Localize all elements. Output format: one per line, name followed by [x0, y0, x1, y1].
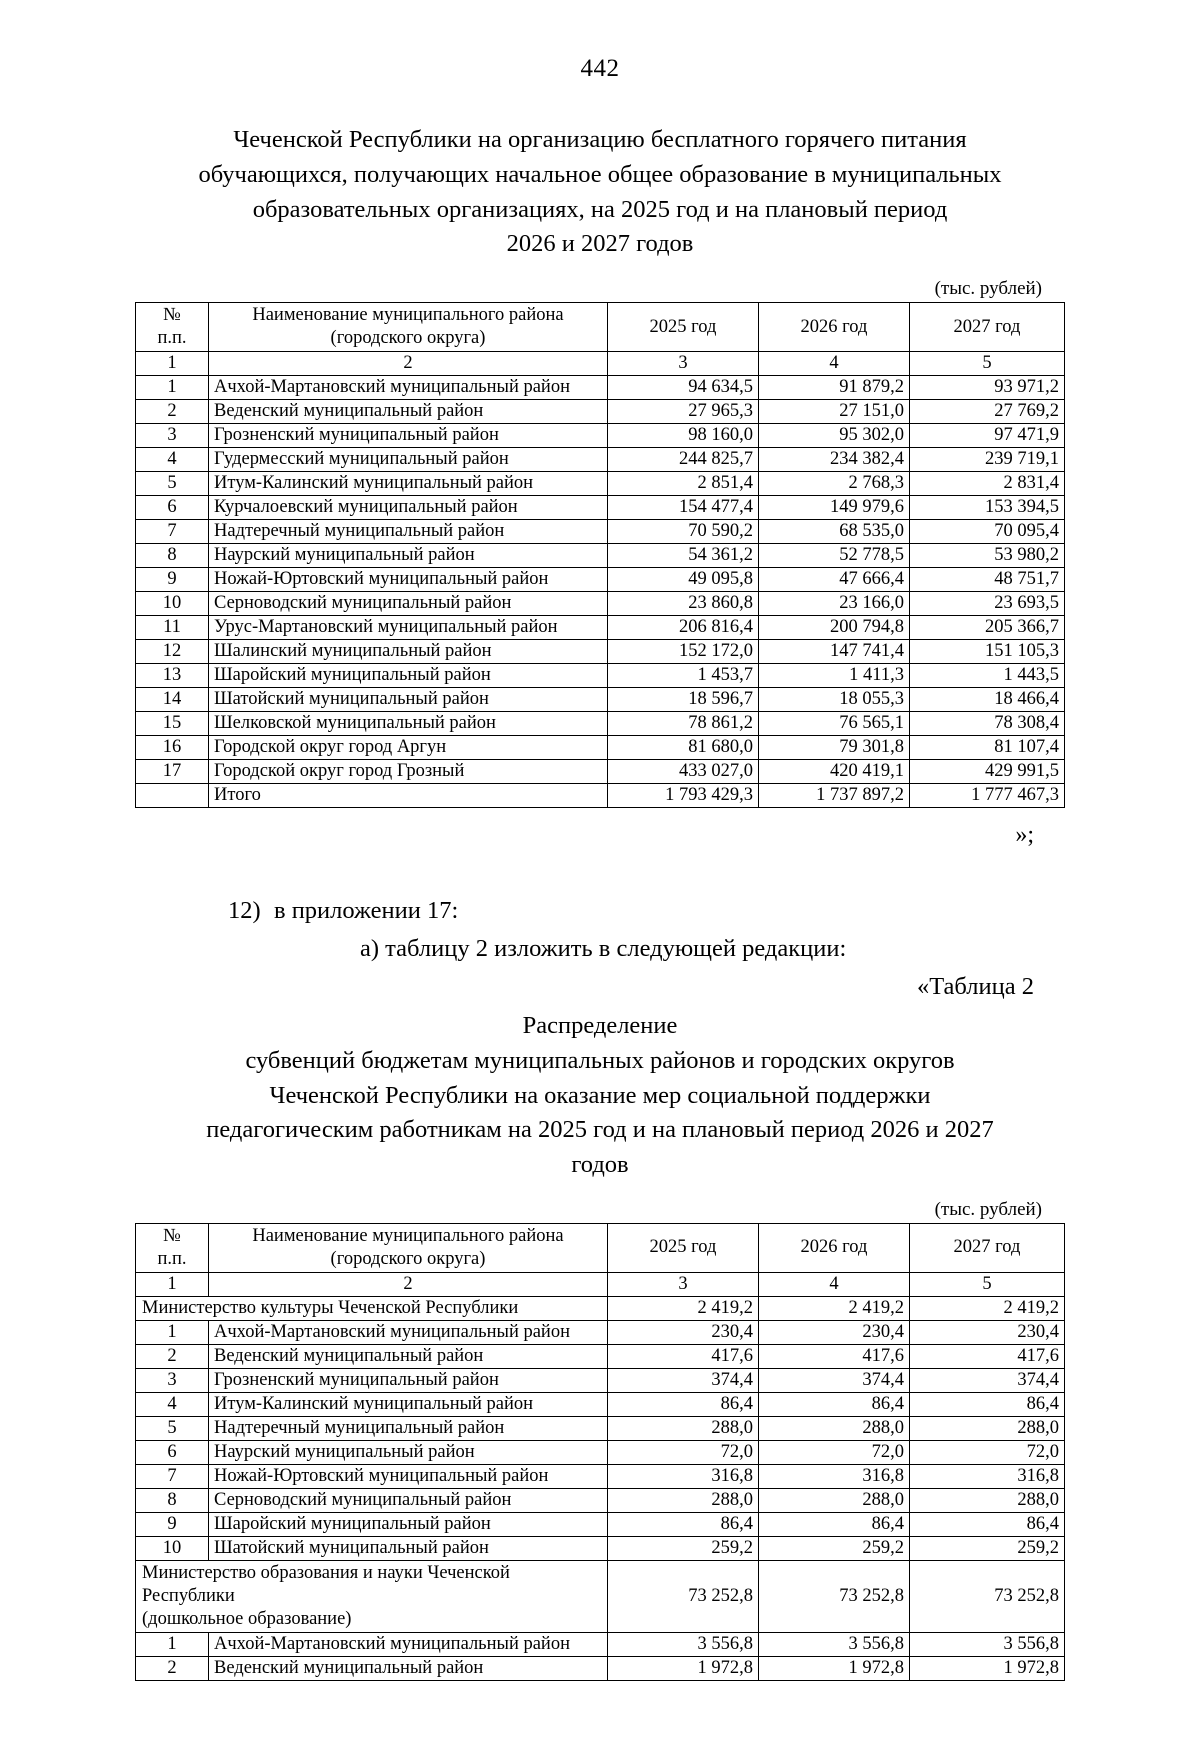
table2-row0-name: Министерство культуры Чеченской Республики: [136, 1296, 608, 1320]
table2-colnum-2: 2: [209, 1272, 608, 1296]
table1-row15-y2: 79 301,8: [759, 736, 910, 760]
heading2-line-5: годов: [571, 1151, 629, 1179]
table2-header-name-line2: (городского округа): [330, 1248, 486, 1269]
table2-row7-y3: 316,8: [910, 1464, 1065, 1488]
table2-row2-name: Веденский муниципальный район: [209, 1344, 608, 1368]
table-row: [136, 544, 1065, 568]
table2-row10-y2: 259,2: [759, 1536, 910, 1560]
table1-row6-num: 7: [136, 520, 209, 544]
table1-colnum-5: 5: [910, 352, 1065, 376]
table1-row1-y2: 27 151,0: [759, 400, 910, 424]
paragraph-12-text: в приложении 17:: [274, 897, 459, 924]
table2-row4-y3: 86,4: [910, 1392, 1065, 1416]
table1-row0-y2: 91 879,2: [759, 376, 910, 400]
table1-total-y2: 1 737 897,2: [759, 784, 910, 808]
table-row: [136, 616, 1065, 640]
table2-row8-y3: 288,0: [910, 1488, 1065, 1512]
table1-distribution-school-meals: [135, 302, 1065, 808]
table2-row3-y3: 374,4: [910, 1368, 1065, 1392]
heading2-line-2: субвенций бюджетам муниципальных районов и городских округов: [245, 1046, 955, 1074]
table1-header-year-2025: 2025 год: [608, 303, 759, 352]
table-row: [136, 1488, 1065, 1512]
table2-row9-y1: 86,4: [608, 1512, 759, 1536]
table2-header-row: [136, 1223, 1065, 1272]
table2-row9-name: Шаройский муниципальный район: [209, 1512, 608, 1536]
table1-row13-y2: 18 055,3: [759, 688, 910, 712]
table2-row4-y1: 86,4: [608, 1392, 759, 1416]
table2-row11-name: Министерство образования и науки Чеченской Республики: [142, 1562, 510, 1606]
table2-row11-y1: 73 252,8: [608, 1560, 759, 1632]
table1-row8-name: Ножай-Юртовский муниципальный район: [209, 568, 608, 592]
document-page: [0, 55, 1200, 1752]
table1-row7-name: Наурский муниципальный район: [209, 544, 608, 568]
heading-table1: [0, 123, 1200, 262]
table1-row5-y1: 154 477,4: [608, 496, 759, 520]
table2-colnum-5: 5: [910, 1272, 1065, 1296]
table1-row15-num: 16: [136, 736, 209, 760]
table1-row9-y1: 23 860,8: [608, 592, 759, 616]
table2-header-year-2025: 2025 год: [608, 1223, 759, 1272]
table1-total-y3: 1 777 467,3: [910, 784, 1065, 808]
table1-header-name: [209, 303, 608, 352]
table1-row15-name: Городской округ город Аргун: [209, 736, 608, 760]
table1-row3-y3: 239 719,1: [910, 448, 1065, 472]
table-row: [136, 376, 1065, 400]
table2-row12-y1: 3 556,8: [608, 1632, 759, 1656]
table2-row10-y1: 259,2: [608, 1536, 759, 1560]
table-row: [136, 1536, 1065, 1560]
table1-row5-num: 6: [136, 496, 209, 520]
table1-row10-y1: 206 816,4: [608, 616, 759, 640]
table2-header-name-line1: Наименование муниципального района: [252, 1225, 564, 1246]
table-row: [136, 736, 1065, 760]
table1-row11-y1: 152 172,0: [608, 640, 759, 664]
table1-row16-y2: 420 419,1: [759, 760, 910, 784]
table1-row10-name: Урус-Мартановский муниципальный район: [209, 616, 608, 640]
table-row: [136, 520, 1065, 544]
table-row: [136, 592, 1065, 616]
table2-header-name: [209, 1223, 608, 1272]
table1-row4-num: 5: [136, 472, 209, 496]
paragraph-12-index: 12): [228, 897, 261, 924]
table1-colnum-3: 3: [608, 352, 759, 376]
table1-row5-y3: 153 394,5: [910, 496, 1065, 520]
table-row: [136, 1344, 1065, 1368]
table-row: [136, 568, 1065, 592]
table2-row8-y1: 288,0: [608, 1488, 759, 1512]
table1-row7-y1: 54 361,2: [608, 544, 759, 568]
table1-row2-y3: 97 471,9: [910, 424, 1065, 448]
table1-row5-name: Курчалоевский муниципальный район: [209, 496, 608, 520]
table1-row9-num: 10: [136, 592, 209, 616]
table2-row10-y3: 259,2: [910, 1536, 1065, 1560]
table1-row14-y1: 78 861,2: [608, 712, 759, 736]
table1-row0-num: 1: [136, 376, 209, 400]
table2-row4-y2: 86,4: [759, 1392, 910, 1416]
table2-header-num-line1: №: [163, 1225, 181, 1246]
table2-row10-num: 10: [136, 1536, 209, 1560]
heading1-line-4: 2026 и 2027 годов: [506, 230, 694, 258]
table2-row13-num: 2: [136, 1656, 209, 1680]
table2-row6-num: 6: [136, 1440, 209, 1464]
table1-column-number-row: [136, 352, 1065, 376]
table1-header-year-2026: 2026 год: [759, 303, 910, 352]
table2-row12-y3: 3 556,8: [910, 1632, 1065, 1656]
table1-row11-y2: 147 741,4: [759, 640, 910, 664]
table-row: [136, 496, 1065, 520]
table2-header-year-2027: 2027 год: [910, 1223, 1065, 1272]
table2-row1-num: 1: [136, 1320, 209, 1344]
table1-row4-y1: 2 851,4: [608, 472, 759, 496]
table2-row0-y1: 2 419,2: [608, 1296, 759, 1320]
table1-header-name-line1: Наименование муниципального района: [252, 305, 564, 326]
table1-total-y1: 1 793 429,3: [608, 784, 759, 808]
table2-row2-y1: 417,6: [608, 1344, 759, 1368]
table2-colnum-4: 4: [759, 1272, 910, 1296]
table1-row9-y2: 23 166,0: [759, 592, 910, 616]
table-row: [136, 1368, 1065, 1392]
table2-row1-y2: 230,4: [759, 1320, 910, 1344]
table2-row6-y1: 72,0: [608, 1440, 759, 1464]
table1-row8-y2: 47 666,4: [759, 568, 910, 592]
table1-row6-name: Надтеречный муниципальный район: [209, 520, 608, 544]
table1-colnum-4: 4: [759, 352, 910, 376]
table2-row13-name: Веденский муниципальный район: [209, 1656, 608, 1680]
table-row: [136, 1656, 1065, 1680]
heading2-line-3: Чеченской Республики на оказание мер социальной поддержки: [269, 1081, 931, 1109]
table2-row5-y2: 288,0: [759, 1416, 910, 1440]
table2-row11-name-block: [136, 1560, 608, 1632]
table2-row2-num: 2: [136, 1344, 209, 1368]
table-row: [136, 1512, 1065, 1536]
table-row: [136, 640, 1065, 664]
table-row: [136, 448, 1065, 472]
table1-row10-num: 11: [136, 616, 209, 640]
table1-row6-y3: 70 095,4: [910, 520, 1065, 544]
heading1-line-3: образовательных организациях, на 2025 год и на плановый период: [252, 195, 948, 223]
table1-row0-y1: 94 634,5: [608, 376, 759, 400]
table2-row13-y1: 1 972,8: [608, 1656, 759, 1680]
table2-row8-num: 8: [136, 1488, 209, 1512]
table2-row3-y2: 374,4: [759, 1368, 910, 1392]
table2-row9-num: 9: [136, 1512, 209, 1536]
table2-row2-y3: 417,6: [910, 1344, 1065, 1368]
table2-row9-y3: 86,4: [910, 1512, 1065, 1536]
table2-row1-y3: 230,4: [910, 1320, 1065, 1344]
table-row: [136, 1440, 1065, 1464]
table1-row14-y3: 78 308,4: [910, 712, 1065, 736]
paragraph-12: [0, 897, 1200, 925]
table2-row7-y2: 316,8: [759, 1464, 910, 1488]
table2-row0-y3: 2 419,2: [910, 1296, 1065, 1320]
table1-row13-y1: 18 596,7: [608, 688, 759, 712]
table1-row11-name: Шалинский муниципальный район: [209, 640, 608, 664]
table2-row2-y2: 417,6: [759, 1344, 910, 1368]
heading-table2: [0, 1009, 1200, 1183]
paragraph-a: а) таблицу 2 изложить в следующей редакции:: [360, 935, 847, 962]
table-row: [136, 1416, 1065, 1440]
table1-row1-name: Веденский муниципальный район: [209, 400, 608, 424]
table2-body: [136, 1223, 1065, 1680]
table1-header-num-line2: п.п.: [157, 328, 187, 349]
heading2-line-4: педагогическим работникам на 2025 год и на плановый период 2026 и 2027: [206, 1116, 994, 1144]
table1-row16-y3: 429 991,5: [910, 760, 1065, 784]
table1-row16-name: Городской округ город Грозный: [209, 760, 608, 784]
table2-row13-y2: 1 972,8: [759, 1656, 910, 1680]
table-row: [136, 1632, 1065, 1656]
table-row: [136, 424, 1065, 448]
table1-row11-y3: 151 105,3: [910, 640, 1065, 664]
table1-row6-y1: 70 590,2: [608, 520, 759, 544]
table1-row3-y1: 244 825,7: [608, 448, 759, 472]
table1-header-row: [136, 303, 1065, 352]
table-row: [136, 1464, 1065, 1488]
table1-total-num: [136, 784, 209, 808]
table2-column-number-row: [136, 1272, 1065, 1296]
table1-row14-num: 15: [136, 712, 209, 736]
page-number: 442: [580, 55, 620, 82]
table1-row8-num: 9: [136, 568, 209, 592]
table-row: [136, 688, 1065, 712]
table2-row13-y3: 1 972,8: [910, 1656, 1065, 1680]
table1-row1-y3: 27 769,2: [910, 400, 1065, 424]
table2-row5-num: 5: [136, 1416, 209, 1440]
table1-row9-name: Серноводский муниципальный район: [209, 592, 608, 616]
table2-row12-y2: 3 556,8: [759, 1632, 910, 1656]
table1-row2-y1: 98 160,0: [608, 424, 759, 448]
table2-row12-num: 1: [136, 1632, 209, 1656]
table1-row7-y3: 53 980,2: [910, 544, 1065, 568]
table1-row3-name: Гудермесский муниципальный район: [209, 448, 608, 472]
table2-row3-name: Грозненский муниципальный район: [209, 1368, 608, 1392]
table2-row11-y2: 73 252,8: [759, 1560, 910, 1632]
table2-row1-y1: 230,4: [608, 1320, 759, 1344]
table1-row8-y1: 49 095,8: [608, 568, 759, 592]
closing-quote-mark: »;: [1015, 822, 1034, 848]
table1-row6-y2: 68 535,0: [759, 520, 910, 544]
table1-row16-y1: 433 027,0: [608, 760, 759, 784]
table2-row0-y2: 2 419,2: [759, 1296, 910, 1320]
table-row: [136, 472, 1065, 496]
table1-colnum-2: 2: [209, 352, 608, 376]
table-row-group: [136, 1560, 1065, 1632]
table1-colnum-1: 1: [136, 352, 209, 376]
table2-units-note: (тыс. рублей): [934, 1198, 1042, 1220]
table2-header-num: [136, 1223, 209, 1272]
table1-header-num-line1: №: [163, 305, 181, 326]
table2-row4-name: Итум-Калинский муниципальный район: [209, 1392, 608, 1416]
table2-row3-num: 3: [136, 1368, 209, 1392]
table1-header-num: [136, 303, 209, 352]
table1-header-name-line2: (городского округа): [330, 328, 486, 349]
table2-row5-y1: 288,0: [608, 1416, 759, 1440]
table2-row11-name2: (дошкольное образование): [142, 1608, 352, 1629]
table1-row7-num: 8: [136, 544, 209, 568]
table1-row10-y2: 200 794,8: [759, 616, 910, 640]
table1-body: [136, 303, 1065, 808]
table1-row4-name: Итум-Калинский муниципальный район: [209, 472, 608, 496]
table2-row8-y2: 288,0: [759, 1488, 910, 1512]
table2-row7-y1: 316,8: [608, 1464, 759, 1488]
table1-total-label: Итого: [209, 784, 608, 808]
table1-row13-num: 14: [136, 688, 209, 712]
table1-row2-num: 3: [136, 424, 209, 448]
heading1-line-1: Чеченской Республики на организацию бесплатного горячего питания: [233, 126, 967, 153]
table2-row7-name: Ножай-Юртовский муниципальный район: [209, 1464, 608, 1488]
table-row: [136, 1320, 1065, 1344]
table1-row7-y2: 52 778,5: [759, 544, 910, 568]
table1-row3-y2: 234 382,4: [759, 448, 910, 472]
table1-units-note: (тыс. рублей): [934, 278, 1042, 300]
table2-header-num-line2: п.п.: [157, 1248, 187, 1269]
table2-row11-y3: 73 252,8: [910, 1560, 1065, 1632]
table1-row12-y1: 1 453,7: [608, 664, 759, 688]
table2-colnum-3: 3: [608, 1272, 759, 1296]
table1-row2-y2: 95 302,0: [759, 424, 910, 448]
table1-row16-num: 17: [136, 760, 209, 784]
table1-row12-num: 13: [136, 664, 209, 688]
table1-row11-num: 12: [136, 640, 209, 664]
table1-row10-y3: 205 366,7: [910, 616, 1065, 640]
table1-row1-num: 2: [136, 400, 209, 424]
table2-row7-num: 7: [136, 1464, 209, 1488]
table1-row4-y2: 2 768,3: [759, 472, 910, 496]
table-row: [136, 664, 1065, 688]
table2-colnum-1: 1: [136, 1272, 209, 1296]
table1-row1-y1: 27 965,3: [608, 400, 759, 424]
table1-row12-y3: 1 443,5: [910, 664, 1065, 688]
table1-header-year-2027: 2027 год: [910, 303, 1065, 352]
table1-row12-name: Шаройский муниципальный район: [209, 664, 608, 688]
table2-row4-num: 4: [136, 1392, 209, 1416]
table2-row5-name: Надтеречный муниципальный район: [209, 1416, 608, 1440]
table2-row6-name: Наурский муниципальный район: [209, 1440, 608, 1464]
table2-label: «Таблица 2: [916, 973, 1034, 1000]
table1-row5-y2: 149 979,6: [759, 496, 910, 520]
heading1-line-2: обучающихся, получающих начальное общее образование в муниципальных: [198, 160, 1002, 188]
table2-distribution-teacher-support: [135, 1223, 1065, 1681]
table-row-total: [136, 784, 1065, 808]
table1-row3-num: 4: [136, 448, 209, 472]
table2-row9-y2: 86,4: [759, 1512, 910, 1536]
table2-row6-y2: 72,0: [759, 1440, 910, 1464]
table1-row15-y3: 81 107,4: [910, 736, 1065, 760]
table2-header-year-2026: 2026 год: [759, 1223, 910, 1272]
heading2-line-1: Распределение: [522, 1012, 678, 1039]
table1-row14-y2: 76 565,1: [759, 712, 910, 736]
table2-row1-name: Ачхой-Мартановский муниципальный район: [209, 1320, 608, 1344]
table2-row3-y1: 374,4: [608, 1368, 759, 1392]
table1-row4-y3: 2 831,4: [910, 472, 1065, 496]
table1-row12-y2: 1 411,3: [759, 664, 910, 688]
table2-row10-name: Шатойский муниципальный район: [209, 1536, 608, 1560]
table1-row13-name: Шатойский муниципальный район: [209, 688, 608, 712]
table2-row8-name: Серноводский муниципальный район: [209, 1488, 608, 1512]
table1-row14-name: Шелковской муниципальный район: [209, 712, 608, 736]
table2-row6-y3: 72,0: [910, 1440, 1065, 1464]
table1-row15-y1: 81 680,0: [608, 736, 759, 760]
table1-row0-name: Ачхой-Мартановский муниципальный район: [209, 376, 608, 400]
table1-row0-y3: 93 971,2: [910, 376, 1065, 400]
table1-row9-y3: 23 693,5: [910, 592, 1065, 616]
table1-row13-y3: 18 466,4: [910, 688, 1065, 712]
table1-row8-y3: 48 751,7: [910, 568, 1065, 592]
table-row: [136, 400, 1065, 424]
table2-row12-name: Ачхой-Мартановский муниципальный район: [209, 1632, 608, 1656]
table-row: [136, 760, 1065, 784]
table1-row2-name: Грозненский муниципальный район: [209, 424, 608, 448]
table-row: [136, 712, 1065, 736]
table-row-group: [136, 1296, 1065, 1320]
table-row: [136, 1392, 1065, 1416]
table2-row5-y3: 288,0: [910, 1416, 1065, 1440]
